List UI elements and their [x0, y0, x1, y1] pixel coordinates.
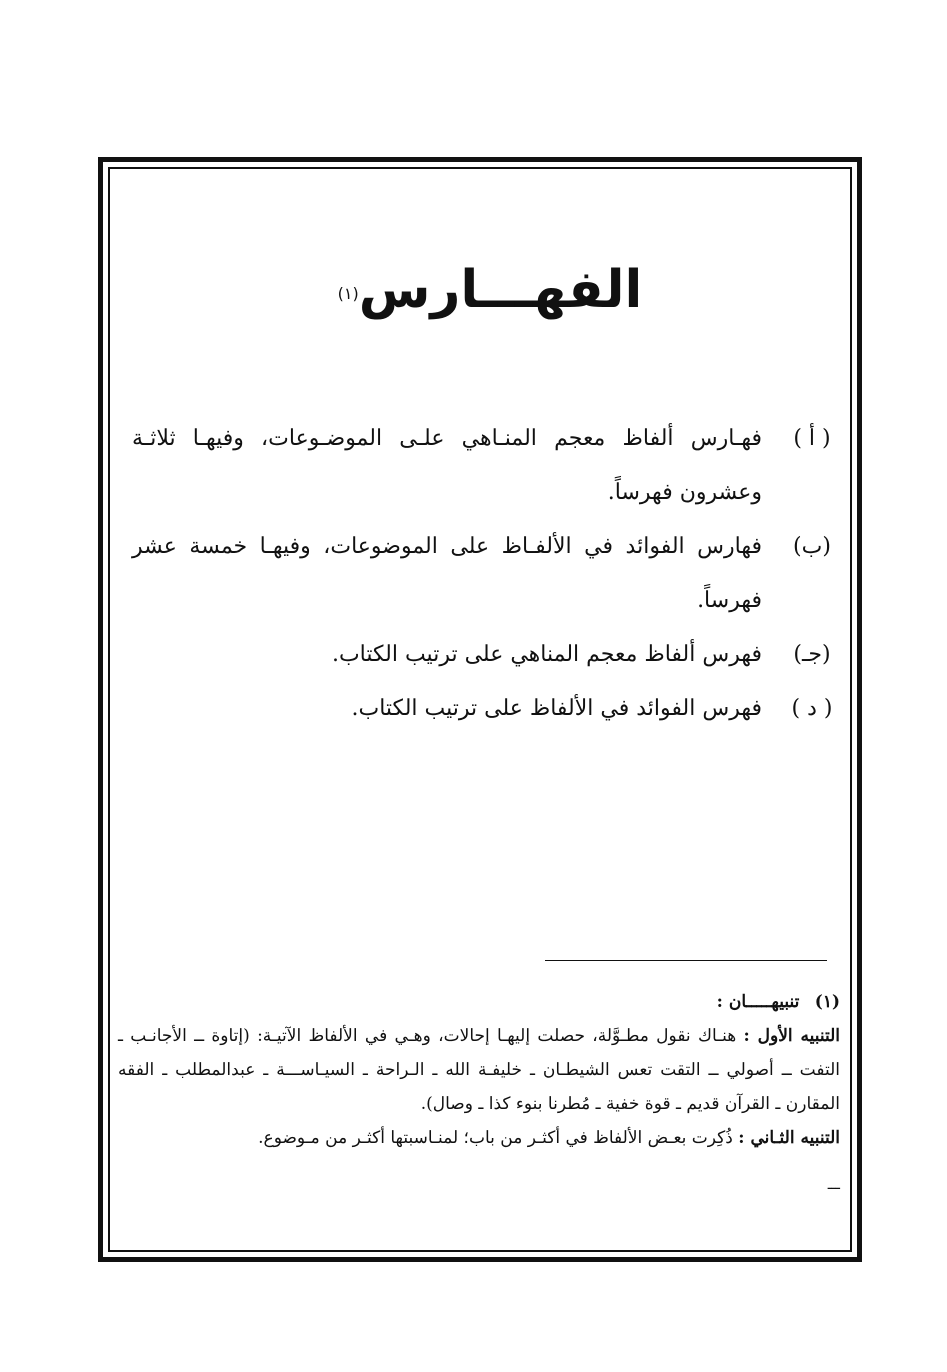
page-title-text: الفهـــارس — [358, 260, 643, 320]
index-item-label: (جـ) — [793, 642, 831, 667]
first-note-text: هنـاك نقول مطـوَّلة، حصلت إليهـا إحالات، وهـي في الألفاظ الآتيـة: (إتاوة ــ الأجانـب ـ التفت ــ أصولي ــ التقت تعس الشيطـان ـ خليفـة الله ـ الـراحة ـ السيـاســـة ـ عبدالمطلب ـ الفقه المقارن ـ القرآن قديم ـ قوة خفية ـ مُطرنا بنوء كذا ـ وصال). — [118, 1026, 840, 1114]
index-item-text: فهرس ألفاظ معجم المناهي على ترتيب الكتاب. — [331, 642, 762, 667]
index-item-c — [132, 628, 842, 682]
second-note-label: التنبيه الثـاني : — [738, 1128, 840, 1148]
page-tail-mark: ـــ — [827, 1177, 840, 1193]
title-footnote-ref: (١) — [337, 284, 359, 303]
footnote-separator — [545, 960, 827, 961]
footnote-heading-text: تنبيهـــــان : — [716, 992, 800, 1012]
index-item-text: فهرس الفوائد في الألفاظ على ترتيب الكتاب. — [351, 696, 762, 721]
index-list — [132, 412, 842, 736]
second-note — [118, 1121, 840, 1155]
index-item-b — [132, 520, 842, 628]
first-note-label: التنبيه الأول : — [743, 1026, 840, 1046]
footnote-number: (١) — [814, 992, 840, 1012]
index-item-label: ( أ ) — [793, 426, 831, 451]
index-item-text: فهـارس ألفاظ معجم المنـاهي علـى الموضـوعات، وفيهـا ثلاثـة وعشرون فهرساً. — [132, 426, 762, 505]
first-note — [118, 1019, 840, 1121]
index-item-label: (ب) — [793, 534, 831, 559]
index-item-text: فهارس الفوائد في الألفـاظ على الموضوعات، وفيهـا خمسة عشر فهرساً. — [132, 534, 762, 613]
index-item-a — [132, 412, 842, 520]
footnotes — [118, 985, 840, 1215]
index-item-d — [132, 682, 842, 736]
index-item-label: ( د ) — [791, 696, 833, 721]
footnote-heading — [118, 985, 840, 1019]
second-note-text: ذُكِرت بعـض الألفاظ في أكثـر من باب؛ لمنـاسبتها أكثـر من مـوضوع. — [258, 1128, 733, 1148]
page-title — [330, 255, 650, 325]
